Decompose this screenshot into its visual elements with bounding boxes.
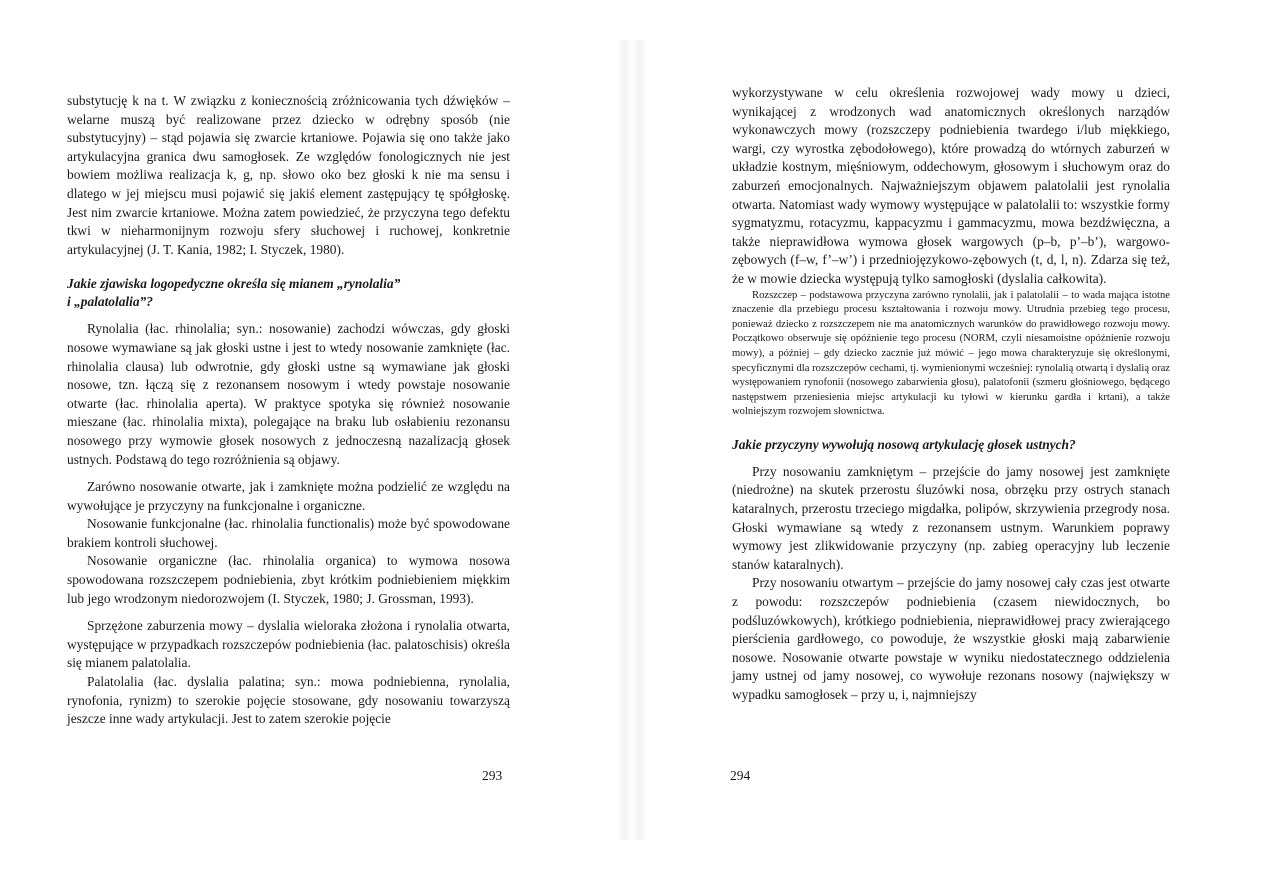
left-paragraph: Zarówno nosowanie otwarte, jak i zamknięte można podzielić ze względu na wywołujące je przyczyny na funkcjonalne i organiczne. [67,479,510,513]
page-number: 294 [730,768,751,783]
question-line: i „palatolalia”? [67,294,153,310]
left-text-column [67,92,510,729]
gutter-shadow [618,40,632,840]
right-text-column [732,84,1170,705]
left-paragraph: Nosowanie funkcjonalne (łac. rhinolalia functionalis) może być spowodowane brakiem kontroli słuchowej. [67,516,510,550]
question-heading [67,275,510,311]
question-line: Jakie zjawiska logopedyczne określa się mianem „rynolalia” [67,276,401,292]
left-paragraph: Sprzężone zaburzenia mowy – dyslalia wieloraka złożona i rynolalia otwarta, występujące w przypadkach rozszczepów podniebienia (łac. palatoschisis) określa się mianem palatolalia. [67,618,510,671]
left-paragraph: Palatolalia (łac. dyslalia palatina; syn.: mowa podniebienna, rynolalia, rynofonia, rynizm) to szerokie pojęcie stosowane, gdy nosowaniu towarzyszą jeszcze inne wady artykulacji. Jest to zatem szerokie pojęcie [67,674,510,727]
question-heading: Jakie przyczyny wywołują nosową artykulację głosek ustnych? [732,436,1076,452]
right-paragraph: wykorzystywane w celu określenia rozwojowej wady mowy u dzieci, wynikającej z wrodzonych wad anatomicznych określonych narządów wykonawczych mowy (rozszczepy podniebienia twardego i/lub miękkiego, wargi, czy wyrostka zębodołowego), które prowadzą do wtórnych zaburzeń w układzie kostnym, mięśniowym, oddechowym, głosowym i słuchowym oraz do zaburzeń emocjonalnych. Najważniejszym objawem palatolalii jest rynolalia otwarta. Natomiast wady wymowy występujące w palatolalii to: wszystkie formy sygmatyzmu, rotacyzmu, kappacyzmu i gammacyzmu, mowa bezdźwięczna, a także nieprawidłowa wymowa głosek wargowych (p–b, p’–b’), wargowo-zębowych (f–w, f’–w’) i przedniojęzykowo-zębowych (t, d, l, n). Zdarza się też, że w mowie dziecka występują tylko samogłoski (dyslalia całkowita). [732,85,1170,286]
left-paragraph: substytucję k na t. W związku z koniecznością zróżnicowania tych dźwięków – welarne muszą być realizowane przez dziecko w odrębny sposób (nie substytucyjny) – stąd pojawia się zwarcie krtaniowe. Pojawia się ono także jako artykulacyjna granica dwu samogłosek. Ze względów fonologicznych nie jest bowiem możliwa realizacja k, g, np. słowo oko bez głoski k nie ma sensu i dlatego w jej miejscu musi pojawić się jakiś element zastępujący tę spółgłoskę. Jest nim zwarcie krtaniowe. Można zatem powiedzieć, że przyczyna tego defektu tkwi w nieharmonijnym rozwoju sfery słuchowej i ruchowej, konkretnie artykulacyjnej (J. T. Kania, 1982; I. Styczek, 1980). [67,93,510,257]
right-page [632,0,1263,893]
right-paragraph: Przy nosowaniu otwartym – przejście do jamy nosowej cały czas jest otwarte z powodu: rozszczepów podniebienia (czasem niewidocznych, bo podśluzówkowych), krótkiego podniebienia, nieprawidłowej pracy zwierającego pierścienia gardłowego, co powoduje, że wszystkie głoski mają zabarwienie nosowe. Nosowanie otwarte powstaje w wyniku niedostatecznego oddzielenia jamy ustnej od jamy nosowej, co wywołuje rezonans nosowy (największy w wypadku samogłosek – przy u, i, najmniejszy [732,575,1170,702]
left-paragraph: Rynolalia (łac. rhinolalia; syn.: nosowanie) zachodzi wówczas, gdy głoski nosowe wymawiane są jak głoski ustne i jest to wtedy nosowanie zamknięte (łac. rhinolalia clausa) lub odwrotnie, gdy głoski ustne są wymawiane jak głoski nosowe, tzn. łączą się z rezonansem nosowym i wtedy powstaje nosowanie otwarte (łac. rhinolalia aperta). W praktyce spotyka się również nosowanie mieszane (łac. rhinolalia mixta), polegające na braku lub osłabieniu rezonansu nosowego przy wymowie głosek nosowych z jednoczesną nazalizacją głosek ustnych. Podstawą do tego rozróżnienia są objawy. [67,321,510,467]
left-paragraph: Nosowanie organiczne (łac. rhinolalia organica) to wymowa nosowa spowodowana rozszczepem podniebienia, zbyt krótkim podniebieniem miękkim lub jego wrodzonym niedorozwojem (I. Styczek, 1980; J. Grossman, 1993). [67,553,510,606]
footnote-block: Rozszczep – podstawowa przyczyna zarówno rynolalii, jak i palatolalii – to wada mająca istotne znaczenie dla przebiegu procesu kształtowania i rozwoju mowy. Utrudnia przebieg tego procesu, ponieważ dziecko z rozszczepem nie ma anatomicznych warunków do prawidłowego rozwoju mowy. Początkowo obserwuje się opóźnienie tego procesu (NORM, czyli niesamoistne opóźnienie rozwoju mowy), a później – gdy dziecko zacznie już mówić – jego mowa charakteryzuje się określonymi, specyficznymi dla rozszczepów cechami, tj. wymienionymi wcześniej: rynolalią otwartą i dyslalią oraz występowaniem rynofonii (nosowego zabarwienia głosu), palatofonii (szmeru głośniowego, będącego następstwem przeniesienia miejsc artykulacji ku tyłowi w kierunku gardła i krtani), a także wolniejszym rozwojem słownictwa. [732,289,1170,418]
right-paragraph: Przy nosowaniu zamkniętym – przejście do jamy nosowej jest zamknięte (niedrożne) na skutek przerostu śluzówki nosa, obrzęku przy ostrych stanach kataralnych, przerostu trzeciego migdałka, polipów, skrzywienia przegrody nosa. Głoski wymawiane są wtedy z rezonansem ustnym. Warunkiem poprawy wymowy jest zlikwidowanie przyczyny (np. zabieg operacyjny lub leczenie stanów kataralnych). [732,463,1170,572]
page-number: 293 [482,768,503,783]
gutter-shadow [632,40,646,840]
